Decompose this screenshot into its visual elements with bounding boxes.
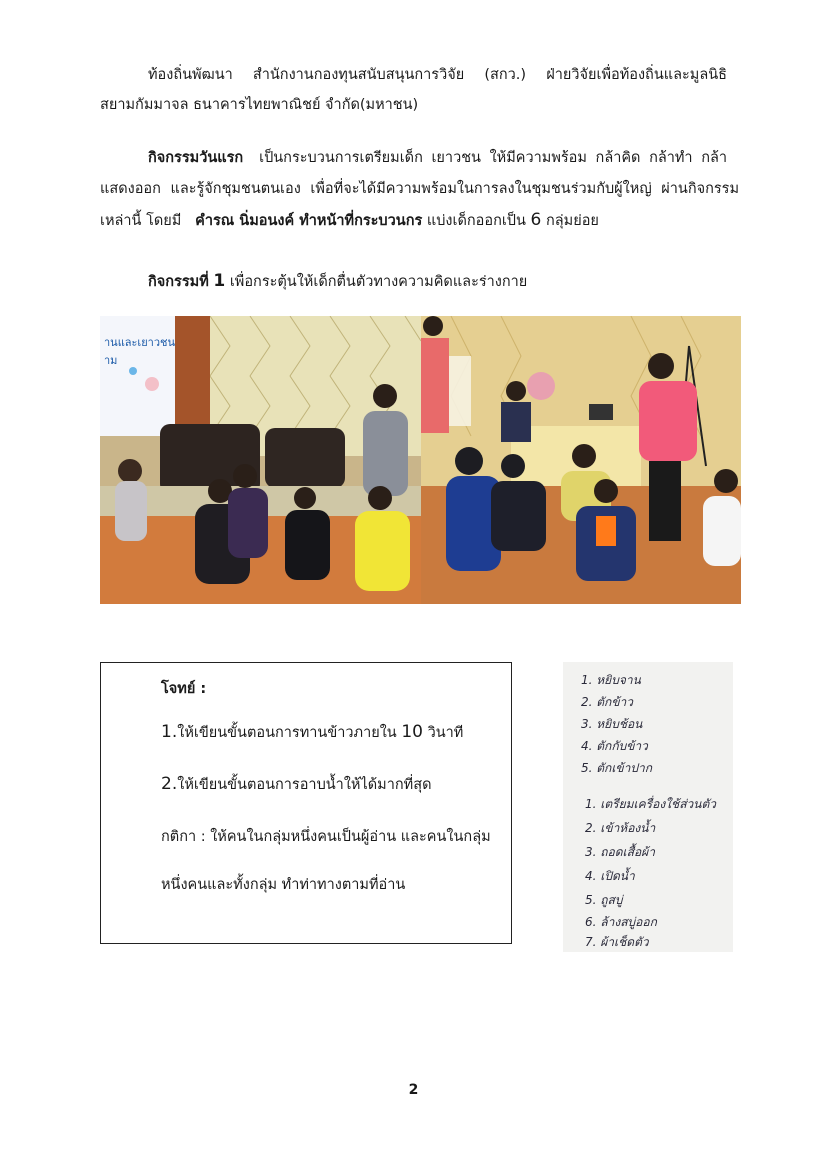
day1-text: แบ่งเด็กออกเป็น bbox=[426, 213, 526, 229]
handwritten-line: 7. ผ้าเช็ดตัว bbox=[585, 935, 649, 949]
intro-phrase: ฝ่ายวิจัยเพื่อท้องถิ่นและมูลนิธิ bbox=[546, 67, 727, 83]
day1-line-1 bbox=[100, 143, 727, 174]
intro-line-2: สยามกัมมาจล ธนาคารไทยพาณิชย์ จำกัด(มหาชน) bbox=[100, 97, 419, 113]
slide-text: าม bbox=[104, 354, 118, 367]
group-count: 6 bbox=[530, 210, 542, 230]
task-item-2 bbox=[161, 773, 431, 796]
task-seconds: 10 bbox=[401, 722, 423, 742]
task-item-number: 2. bbox=[161, 774, 178, 794]
activity-photo-right bbox=[421, 316, 741, 604]
task-item-1 bbox=[161, 721, 463, 744]
handwritten-line: 3. ถอดเสื้อผ้า bbox=[585, 845, 655, 859]
day1-heading: กิจกรรมวันแรก bbox=[148, 150, 244, 166]
slide-text: านและเยาวชน bbox=[104, 336, 175, 349]
day1-paragraph bbox=[100, 143, 740, 237]
task-title-text: โจทย์ : bbox=[161, 681, 207, 697]
activity-photo-left bbox=[100, 316, 421, 604]
task-item-text: ให้เขียนขั้นตอนการอาบน้ำให้ได้มากที่สุด bbox=[177, 777, 432, 793]
handwritten-line: 1. เตรียมเครื่องใช้ส่วนตัว bbox=[585, 797, 716, 811]
task-rule-line-2: หนึ่งคนและทั้งกลุ่ม ทำท่าทางตามที่อ่าน bbox=[161, 877, 406, 893]
day1-text: เหล่านี้ โดยมี bbox=[100, 213, 182, 229]
activity-description: เพื่อกระตุ้นให้เด็กตื่นตัวทางความคิดและร่างกาย bbox=[229, 274, 528, 290]
handwritten-line: 3. หยิบช้อน bbox=[581, 717, 643, 731]
day1-line1-text: เป็นกระบวนการเตรียมเด็ก เยาวชน ให้มีความพร้อม กล้าคิด กล้าทำ กล้า bbox=[259, 150, 727, 166]
handwritten-line: 5. ตักเข้าปาก bbox=[581, 761, 652, 775]
task-item-text: วินาที bbox=[427, 725, 464, 741]
intro-line-1 bbox=[100, 60, 727, 90]
activity-number: 1 bbox=[213, 271, 226, 291]
activity-label: กิจกรรมที่ bbox=[148, 274, 209, 290]
handwritten-line: 1. หยิบจาน bbox=[581, 673, 641, 687]
handwritten-line: 4. เปิดน้ำ bbox=[585, 869, 635, 883]
handwritten-note-photo bbox=[563, 662, 733, 952]
day1-line-3 bbox=[100, 205, 727, 237]
task-item-text: ให้เขียนขั้นตอนการทานข้าวภายใน bbox=[177, 725, 397, 741]
handwritten-line: 2. เข้าห้องน้ำ bbox=[585, 821, 656, 835]
day1-line-2: แสดงออก และรู้จักชุมชนตนเอง เพื่อที่จะได้มีความพร้อมในการลงในชุมชนร่วมกับผู้ใหญ่ ผ่านกิจกรรม bbox=[100, 181, 740, 197]
handwritten-line: 5. ถูสบู่ bbox=[585, 893, 623, 907]
page-number: 2 bbox=[408, 1082, 419, 1098]
intro-phrase: สำนักงานกองทุนสนับสนุนการวิจัย bbox=[252, 67, 465, 83]
intro-phrase: ท้องถิ่นพัฒนา bbox=[148, 67, 233, 83]
handwritten-line: 4. ตักกับข้าว bbox=[581, 739, 648, 753]
intro-phrase: (สกว.) bbox=[484, 67, 527, 83]
intro-paragraph bbox=[100, 60, 727, 120]
handwritten-line: 2. ตักข้าว bbox=[581, 695, 634, 709]
task-rule-line-1: กติกา : ให้คนในกลุ่มหนึ่งคนเป็นผู้อ่าน และคนในกลุ่ม bbox=[161, 829, 491, 845]
task-box bbox=[100, 662, 512, 944]
handwritten-line: 6. ล้างสบู่ออก bbox=[585, 915, 657, 929]
day1-text: กลุ่มย่อย bbox=[545, 213, 599, 229]
task-title bbox=[161, 677, 206, 700]
activity1-heading bbox=[100, 266, 775, 297]
facilitator-name: คำรณ นิ่มอนงค์ ทำหน้าที่กระบวนกร bbox=[195, 213, 423, 229]
task-item-number: 1. bbox=[161, 722, 178, 742]
